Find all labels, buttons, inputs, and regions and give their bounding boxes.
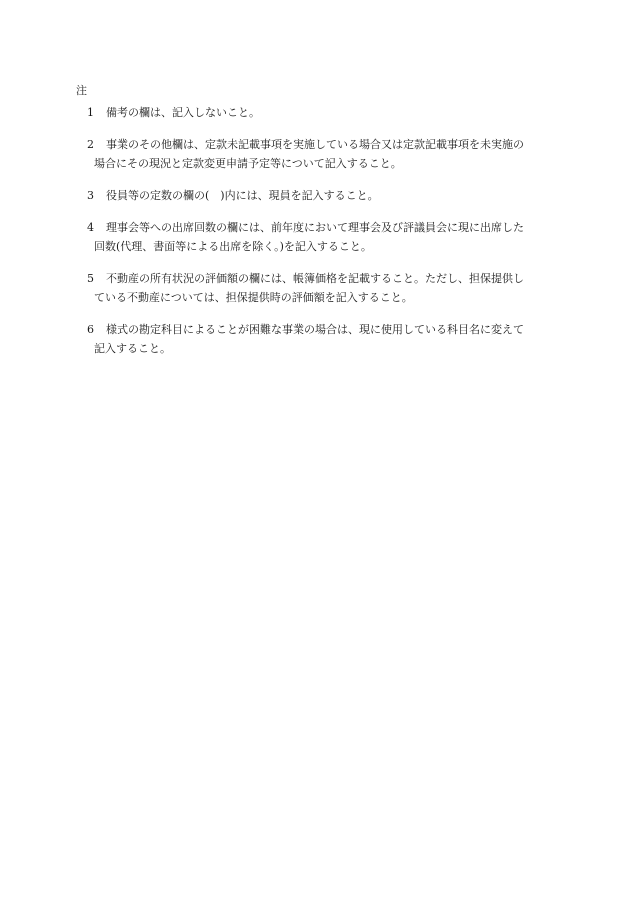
note-number: 5 — [87, 272, 94, 285]
note-number: 2 — [87, 138, 94, 151]
note-text-line: 不動産の所有状況の評価額の欄には、帳簿価格を記載すること。ただし、担保提供し — [106, 272, 524, 285]
note-text-line: 回数(代理、書面等による出席を除く。)を記入すること。 — [94, 240, 372, 253]
note-item — [76, 186, 560, 205]
note-text-line: ている不動産については、担保提供時の評価額を記入すること。 — [94, 291, 413, 304]
note-text-line: 記入すること。 — [94, 342, 171, 355]
note-text-line: 様式の勘定科目によることが困難な事業の場合は、現に使用している科目名に変えて — [106, 323, 524, 336]
note-item — [76, 269, 560, 307]
note-number: 1 — [87, 106, 94, 119]
notes-list — [76, 103, 560, 371]
note-text-line: 役員等の定数の欄の( )内には、現員を記入すること。 — [106, 189, 379, 202]
note-text-line: 理事会等への出席回数の欄には、前年度において理事会及び評議員会に現に出席した — [106, 221, 524, 234]
note-number: 6 — [87, 323, 94, 336]
note-text-line: 場合にその現況と定款変更申請予定等について記入すること。 — [94, 157, 402, 170]
note-number: 4 — [87, 221, 94, 234]
notes-heading: 注 — [76, 84, 87, 97]
note-text-line: 事業のその他欄は、定款未記載事項を実施している場合又は定款記載事項を未実施の — [106, 138, 524, 151]
note-item — [76, 218, 560, 256]
note-item — [76, 135, 560, 173]
note-item — [76, 103, 560, 122]
note-item — [76, 320, 560, 358]
note-text-line: 備考の欄は、記入しないこと。 — [106, 106, 260, 119]
note-number: 3 — [87, 189, 94, 202]
